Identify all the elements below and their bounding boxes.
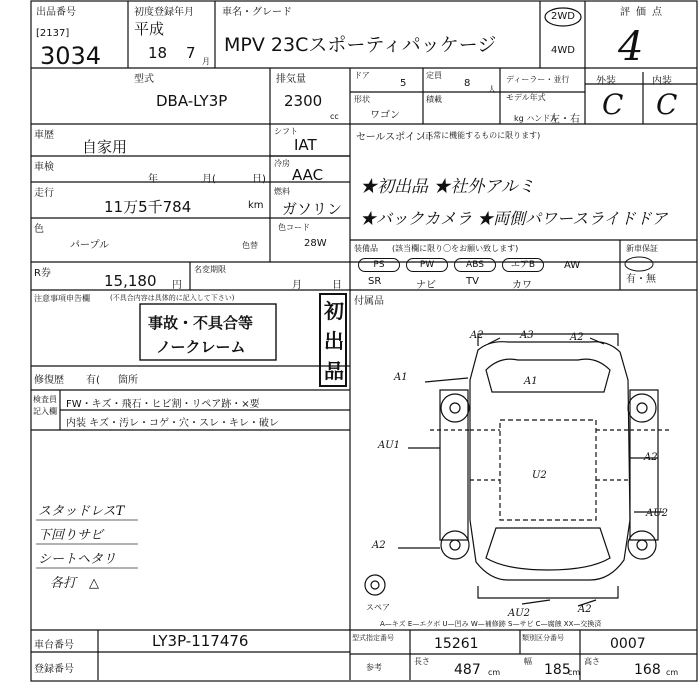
capacity: 8 xyxy=(464,78,471,89)
selling-point-1: ★初出品 ★社外アルミ xyxy=(360,177,535,197)
model: DBA-LY3P xyxy=(156,92,228,110)
recycle-label: R券 xyxy=(34,268,51,279)
note-1: スタッドレスT xyxy=(38,504,125,519)
capacity-unit: 人 xyxy=(488,85,496,94)
inspection-label: 車検 xyxy=(34,162,54,173)
class-number: 0007 xyxy=(610,636,646,652)
auction-sheet xyxy=(30,0,698,700)
name-grade: MPV 23Cスポーティパッケージ xyxy=(224,34,497,56)
exterior-grade: C xyxy=(602,88,624,121)
inspection-day: 日) xyxy=(252,174,266,185)
equipment-sub: (該当欄に限り〇をお願い致します) xyxy=(392,244,519,253)
fw-row: FW・キズ・飛石・ヒビ割・リペア跡・×要 xyxy=(66,399,260,410)
color: パープル xyxy=(70,240,110,251)
mark-rear-au2: AU2 xyxy=(508,608,531,619)
era: 平成 xyxy=(134,20,165,38)
color-label: 色 xyxy=(34,224,44,235)
shift: IAT xyxy=(294,136,317,154)
goods-label: 付属品 xyxy=(354,296,384,307)
width-unit: cm xyxy=(568,668,581,677)
class-label: 類別区分番号 xyxy=(522,634,564,642)
selling-points-label: セールスポイント xyxy=(356,132,436,143)
notes-label: 注意事項申告欄 xyxy=(34,294,90,303)
equip-tv: TV xyxy=(466,276,479,287)
score: 4 xyxy=(618,24,644,70)
new-car-warranty-label: 新車保証 xyxy=(626,244,658,253)
recycle-unit: 円 xyxy=(172,280,182,291)
width-label: 幅 xyxy=(524,657,532,666)
color-code-label: 色コード xyxy=(278,223,310,232)
reg-expiry-month: 月 xyxy=(292,280,302,291)
recycle-fee: 15,180 xyxy=(104,272,157,290)
lot-number: 3034 xyxy=(40,42,102,70)
displacement-unit: cc xyxy=(330,112,339,121)
mark-roof-u2: U2 xyxy=(532,470,547,481)
inspection-year: 年 xyxy=(148,174,158,185)
new-car-warranty: 有・無 xyxy=(626,274,656,285)
ac-label: 冷房 xyxy=(274,159,290,168)
interior-label: 内装 xyxy=(652,76,672,87)
reg-no-label: 登録番号 xyxy=(34,664,74,675)
selling-point-2: ★バックカメラ ★両側パワースライドドア xyxy=(360,209,668,228)
fuel-label: 燃料 xyxy=(274,187,290,196)
damage-legend: A—キズ E—エクボ U—凹み W—補修跡 S—サビ C—腐蝕 XX—交換済 xyxy=(380,620,602,628)
interior-row: 内装 キズ・汚レ・コゲ・穴・スレ・キレ・破レ xyxy=(66,418,279,429)
reg-month: 7 xyxy=(186,44,196,62)
mark-left-au1: AU1 xyxy=(378,440,401,451)
mark-right-a2: A2 xyxy=(644,452,658,463)
mark-front-a2-left: A2 xyxy=(470,330,484,341)
equip-leather: カワ xyxy=(512,280,532,291)
equip-sr: SR xyxy=(368,276,382,287)
width: 185 xyxy=(544,662,571,678)
chassis-number: LY3P-117476 xyxy=(152,632,249,650)
equip-ps: PS xyxy=(358,258,400,272)
displacement-label: 排気量 xyxy=(276,74,306,85)
length-label: 長さ xyxy=(414,657,430,666)
handle: 左・右 xyxy=(550,114,580,125)
interior-grade: C xyxy=(656,88,678,121)
fuel: ガソリン xyxy=(282,200,343,218)
model-year-label: モデル年式 xyxy=(506,93,546,102)
notes-sub: (不具合内容は具体的に記入して下さい) xyxy=(110,294,235,302)
mark-rear-left-a2: A2 xyxy=(372,540,386,551)
chassis-label: 車台番号 xyxy=(34,640,74,651)
height-label: 高さ xyxy=(584,657,600,666)
mark-rear-a2: A2 xyxy=(578,604,592,615)
mark-left-a1: A1 xyxy=(394,372,408,383)
reg-expiry-label: 名変期限 xyxy=(194,265,226,274)
score-label: 評価点 xyxy=(620,7,668,18)
model-label: 型式 xyxy=(134,74,154,85)
equipment-label: 装備品 xyxy=(354,244,378,253)
history: 自家用 xyxy=(82,138,128,156)
body-type: ワゴン xyxy=(370,110,400,121)
capacity-label: 定員 xyxy=(426,71,442,80)
mileage-unit: km xyxy=(248,200,264,211)
note-3: シートヘタリ xyxy=(38,552,117,567)
length-unit: cm xyxy=(488,668,501,677)
inspection-month: 月( xyxy=(202,174,216,185)
equip-navi: ナビ xyxy=(416,280,436,291)
history-label: 車歴 xyxy=(34,130,54,141)
note-4: 各打 △ xyxy=(50,576,99,591)
displacement: 2300 xyxy=(284,92,323,110)
spare-label: スペア xyxy=(366,603,390,612)
length: 487 xyxy=(454,662,481,678)
body-type-label: 形状 xyxy=(354,95,370,104)
ac: AAC xyxy=(292,166,324,184)
repaint-label: 色替 xyxy=(242,241,258,250)
repair-unit: 箇所 xyxy=(118,375,138,386)
first-listing-stamp: 初出品 xyxy=(324,299,344,383)
mark-hood-a1: A1 xyxy=(524,376,538,387)
height-unit: cm xyxy=(666,668,679,677)
mileage-label: 走行 xyxy=(34,188,54,199)
repair-value: 有( xyxy=(86,375,100,386)
inspector-label: 検査員記入欄 xyxy=(33,395,57,416)
stamp-line-1: 事故・不具合等 xyxy=(148,314,254,332)
mark-right-au2: AU2 xyxy=(646,508,669,519)
repair-label: 修復歴 xyxy=(34,375,64,386)
sheet-grid xyxy=(30,0,698,700)
color-code: 28W xyxy=(304,238,327,249)
month-unit: 月 xyxy=(202,57,210,66)
height: 168 xyxy=(634,662,661,678)
drive-4wd: 4WD xyxy=(551,45,575,56)
lot-label: 出品番号 xyxy=(36,7,76,18)
note-2: 下回りサビ xyxy=(38,528,104,543)
equip-pw: PW xyxy=(406,258,448,272)
drive-2wd: 2WD xyxy=(551,11,575,22)
doors: 5 xyxy=(400,78,407,89)
equip-airbag: エアB xyxy=(502,258,544,272)
lot-sub: [2137] xyxy=(36,28,70,39)
equip-aw: AW xyxy=(564,260,581,271)
type-designation: 15261 xyxy=(434,636,479,652)
doors-label: ドア xyxy=(354,71,370,80)
ref-label: 参考 xyxy=(366,663,382,672)
mark-front-a2-right: A2 xyxy=(570,332,584,343)
mileage: 11万5千784 xyxy=(104,198,192,216)
equip-abs: ABS xyxy=(454,258,496,272)
handle-label: kg ハンドル xyxy=(514,114,559,123)
type-designation-label: 型式指定番号 xyxy=(352,634,394,642)
selling-points-sub: (正常に機能するものに限ります) xyxy=(422,131,541,140)
exterior-label: 外装 xyxy=(596,76,616,87)
dealer-label: ディーラー・並行 xyxy=(506,75,570,84)
shift-label: シフト xyxy=(274,127,298,136)
load-label: 積載 xyxy=(426,95,442,104)
reg-year: 18 xyxy=(148,44,168,62)
name-grade-label: 車名・グレード xyxy=(222,7,292,18)
mark-front-a3: A3 xyxy=(520,330,534,341)
stamp-line-2: ノークレーム xyxy=(156,338,246,356)
first-reg-label: 初度登録年月 xyxy=(134,7,194,18)
reg-expiry-day: 日 xyxy=(332,280,342,291)
